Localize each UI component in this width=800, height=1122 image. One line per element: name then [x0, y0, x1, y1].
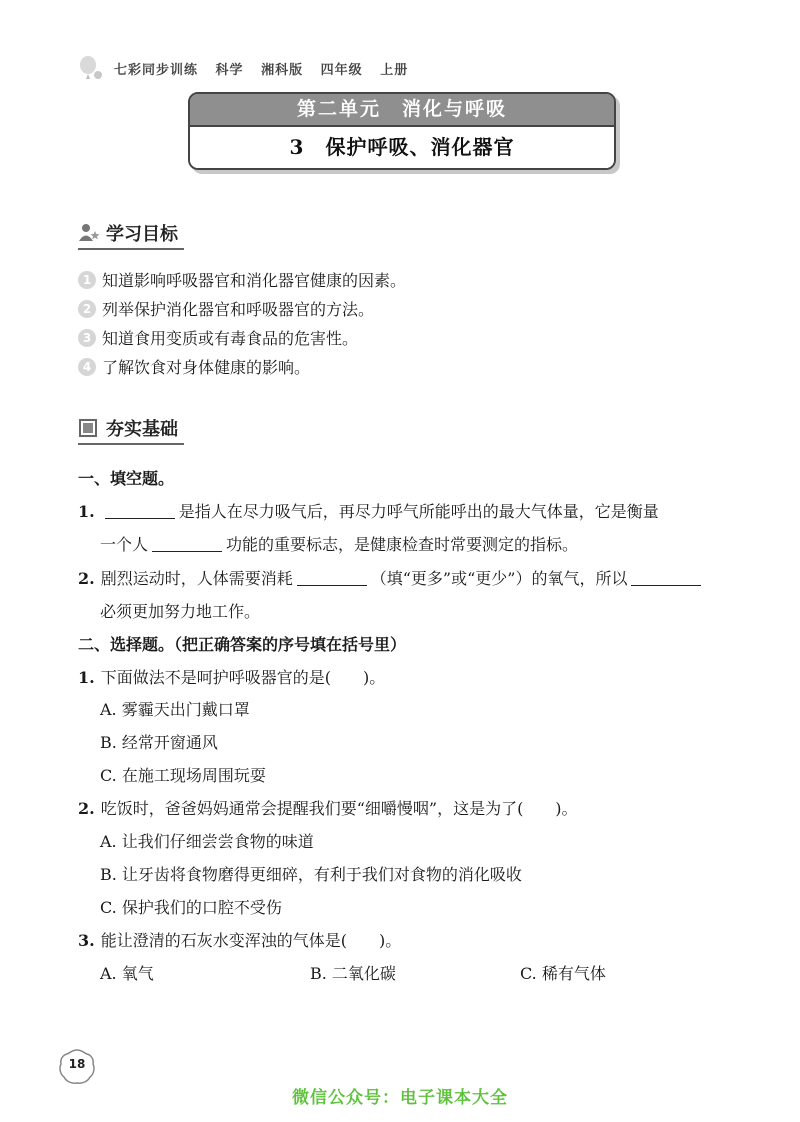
- choice-question-2: [78, 796, 578, 819]
- objective-number: 3: [78, 329, 96, 347]
- objective-text: 知道影响呼吸器官和消化器官健康的因素。: [102, 271, 407, 290]
- objective-number: 1: [78, 271, 96, 289]
- answer-blank[interactable]: [631, 569, 701, 586]
- volume-name: 上册: [380, 62, 409, 78]
- objective-item: [78, 355, 310, 378]
- choice-option[interactable]: B. 二氧化碳: [310, 964, 396, 983]
- page-number: 18: [68, 1057, 86, 1071]
- objective-text: 列举保护消化器官和呼吸器官的方法。: [102, 300, 375, 319]
- choice-option[interactable]: B. 经常开窗通风: [100, 733, 218, 752]
- choice-question-3: [78, 928, 401, 951]
- choice-question-1: [78, 665, 385, 688]
- objective-item: [78, 268, 406, 291]
- basics-heading: [78, 415, 180, 441]
- page-header: [78, 54, 420, 82]
- choice-option[interactable]: A. 雾霾天出门戴口罩: [100, 700, 250, 719]
- basics-heading-text: 夯实基础: [104, 415, 180, 441]
- balloon-logo-icon: [78, 55, 104, 81]
- question-number: 3.: [78, 931, 95, 950]
- fill-section-title: 一、填空题。: [78, 469, 175, 488]
- objectives-heading-text: 学习目标: [104, 220, 180, 246]
- lesson-title: 3 保护呼吸、消化器官: [190, 125, 614, 170]
- fill-question-1-line-2: [100, 532, 578, 555]
- edition-name: 湘科版: [261, 62, 304, 78]
- objective-number: 4: [78, 358, 96, 376]
- question-text: 必须更加努力地工作。: [100, 602, 261, 621]
- objective-text: 了解饮食对身体健康的影响。: [102, 358, 311, 377]
- answer-blank[interactable]: [105, 502, 175, 519]
- objectives-heading: [78, 220, 180, 246]
- choice-option[interactable]: C. 稀有气体: [520, 964, 606, 983]
- choice-option[interactable]: A. 氧气: [100, 964, 154, 983]
- question-stem: 能让澄清的石灰水变浑浊的气体是( )。: [100, 931, 402, 950]
- student-star-icon: [78, 222, 100, 244]
- answer-blank[interactable]: [152, 535, 222, 552]
- question-stem: 下面做法不是呵护呼吸器官的是( )。: [100, 668, 386, 687]
- question-text: （填“更多”或“更少”）的氧气，所以: [370, 569, 628, 588]
- objective-item: [78, 297, 374, 320]
- choice-option[interactable]: A. 让我们仔细尝尝食物的味道: [100, 832, 314, 851]
- answer-blank[interactable]: [297, 569, 367, 586]
- objective-item: [78, 326, 358, 349]
- footer-watermark: 微信公众号：电子课本大全: [292, 1088, 508, 1108]
- title-box: [188, 92, 616, 170]
- series-name: 七彩同步训练: [114, 62, 199, 78]
- question-text: 剧烈运动时，人体需要消耗: [100, 569, 293, 588]
- header-text: [114, 59, 420, 78]
- fill-question-2-line-1: [78, 566, 705, 589]
- grade-name: 四年级: [320, 62, 363, 78]
- question-text: 一个人: [100, 535, 149, 554]
- unit-title: 第二单元 消化与呼吸: [190, 94, 614, 125]
- choice-option[interactable]: C. 保护我们的口腔不受伤: [100, 898, 282, 917]
- question-number: 2.: [78, 569, 95, 588]
- question-stem: 吃饭时，爸爸妈妈通常会提醒我们要“细嚼慢咽”，这是为了( )。: [100, 799, 578, 818]
- question-number: 1.: [78, 502, 95, 521]
- choice-option[interactable]: C. 在施工现场周围玩耍: [100, 766, 266, 785]
- question-text: 功能的重要标志，是健康检查时常要测定的指标。: [226, 535, 579, 554]
- choice-option[interactable]: B. 让牙齿将食物磨得更细碎，有利于我们对食物的消化吸收: [100, 865, 522, 884]
- subject-name: 科学: [215, 62, 244, 78]
- question-text: 是指人在尽力吸气后，再尽力呼气所能呼出的最大气体量，它是衡量: [178, 502, 659, 521]
- objective-number: 2: [78, 300, 96, 318]
- question-number: 1.: [78, 668, 95, 687]
- fill-question-2-line-2: [100, 599, 260, 622]
- fill-question-1-line-1: [78, 499, 659, 522]
- choice-section-title: 二、选择题。（把正确答案的序号填在括号里）: [78, 635, 407, 654]
- question-number: 2.: [78, 799, 95, 818]
- objective-text: 知道食用变质或有毒食品的危害性。: [102, 329, 359, 348]
- notebook-icon: [78, 417, 100, 439]
